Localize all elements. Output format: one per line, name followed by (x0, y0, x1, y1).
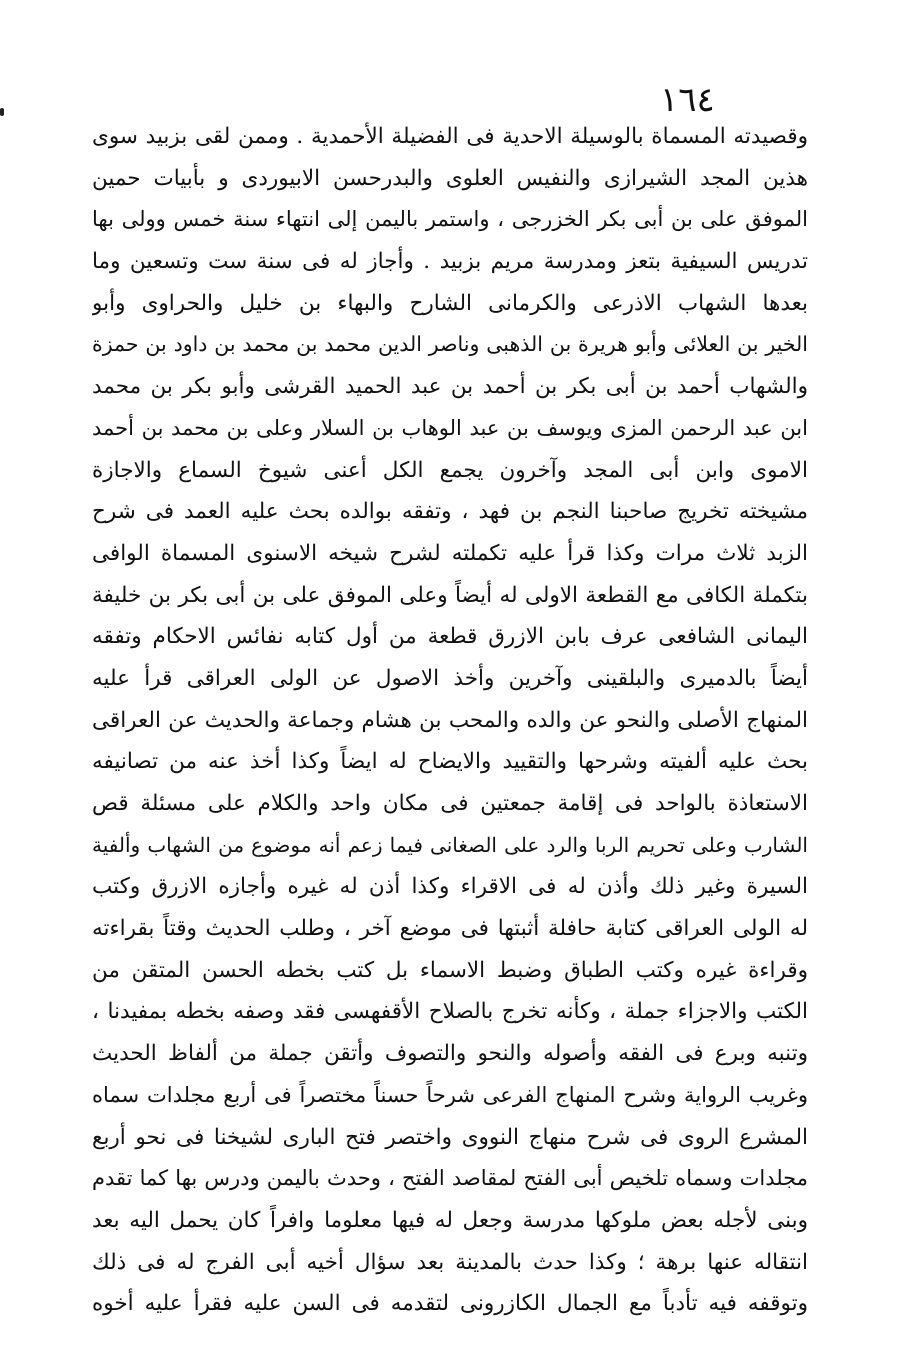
text-line: بحث عليه ألفيته وشرحها والتقييد والايضاح له ايضاً وكذا أخذ عنه من تصانيفه (92, 749, 808, 775)
text-line: له الولى العراقى كتابة حافلة أثبتها فى موضع آخر ، وطلب الحديث وقتاً بقراءته (92, 916, 808, 942)
text-line: وقراءة غيره وكتب الطباق وضبط الاسماء بل كتب بخطه الحسن المتقن من (92, 957, 808, 983)
text-line: هذين المجد الشيرازى والنفيس العلوى والبدرحسن الابيوردى و بأبيات حمين (92, 165, 808, 191)
text-line: تدريس السيفية بتعز ومدرسة مريم بزبيد . وأجاز له فى سنة ست وتسعين وما (92, 249, 808, 275)
text-line: الموفق على بن أبى بكر الخزرجى ، واستمر باليمن إلى انتهاء سنة خمس وولى بها (92, 207, 808, 232)
text-line: وغريب الرواية وشرح المنهاج الفرعى شرحاً حسناً مختصراً فى أربع مجلدات سماه (92, 1082, 808, 1107)
text-line: وتنبه وبرع فى الفقه وأصوله والنحو والتصوف وأتقن جملة من ألفاظ الحديث (92, 1041, 808, 1067)
page-number: ١٦٤ (660, 80, 715, 120)
text-line: وبنى لأجله بعض ملوكها مدرسة وجعل له فيها معلوما وافراً كان يحمل اليه بعد (92, 1207, 808, 1233)
text-line: بتكملة الكافى مع القطعة الاولى له أيضاً وعلى الموفق على بن أبى بكر بن خليفة (92, 582, 808, 608)
text-line: الخير بن العلائى وأبو هريرة بن الذهبى وناصر الدين محمد بن محمد بن داود بن حمزة (92, 332, 808, 357)
text-line: المشرع الروى فى شرح منهاج النووى واختصر فتح البارى لشيخنا فى نحو أربع (92, 1124, 808, 1150)
text-line: الكتب والاجزاء جملة ، وكأنه تخرج بالصلاح الأقفهسى فقد وصفه بخطه بمفيدنا ، (92, 999, 808, 1025)
text-line: المنهاج الأصلى والنحو عن والده والمحب بن هشام وجماعة والحديث عن العراقى (92, 707, 808, 733)
text-line: ابن عبد الرحمن المزى ويوسف بن عبد الوهاب بن السلار وعلى بن محمد بن أحمد (92, 415, 808, 440)
text-line: مجلدات وسماه تلخيص أبى الفتح لمقاصد الفتح ، وحدث باليمن ودرس بها كما تقدم (92, 1166, 808, 1191)
text-line: الاستعاذة بالواحد فى إقامة جمعتين فى مكان واحد والكلام على مسئلة قص (92, 791, 808, 816)
margin-mark (0, 108, 4, 116)
text-line: مشيخته تخريج صاحبنا النجم بن فهد ، وتفقه بوالده بحث عليه العمد فى شرح (92, 499, 808, 525)
text-line: بعدها الشهاب الاذرعى والكرمانى الشارح والبهاء بن خليل والحراوى وأبو (92, 290, 808, 316)
text-line: أيضاً بالدميرى والبلقينى وآخرين وأخذ الاصول عن الولى العراقى قرأ عليه (92, 665, 808, 691)
text-line: وتوقفه فيه تأدباً مع الجمال الكازرونى لتقدمه فى السن عليه فقرأ عليه أخوه (92, 1291, 808, 1317)
text-line: الشارب وعلى تحريم الربا والرد على الصغانى فيما زعم أنه موضوع من الشهاب وألفية (92, 832, 808, 857)
text-line: الاموى وابن أبى المجد وآخرون يجمع الكل أعنى شيوخ السماع والاجازة (92, 457, 808, 483)
text-line: الزبد ثلاث مرات وكذا قرأ عليه تكملته لشرح شيخه الاسنوى المسماة الوافى (92, 540, 808, 566)
text-line: انتقاله عنها برهة ؛ وكذا حدث بالمدينة بعد سؤال أخيه أبى الفرج له فى ذلك (92, 1249, 808, 1275)
text-line: اليمانى الشافعى عرف بابن الازرق قطعة من أول كتابه نفائس الاحكام وتفقه (92, 624, 808, 650)
text-line: والشهاب أحمد بن أبى بكر بن أحمد بن عبد الحميد القرشى وأبو بكر بن محمد (92, 374, 808, 400)
body-text (92, 116, 808, 1325)
text-line: السيرة وغير ذلك وأذن له فى الاقراء وكذا أذن له غيره وأجازه الازرق وكتب (92, 874, 808, 900)
text-line: وقصيدته المسماة بالوسيلة الاحدية فى الفضيلة الأحمدية . وممن لقى بزبيد سوى (92, 124, 808, 149)
